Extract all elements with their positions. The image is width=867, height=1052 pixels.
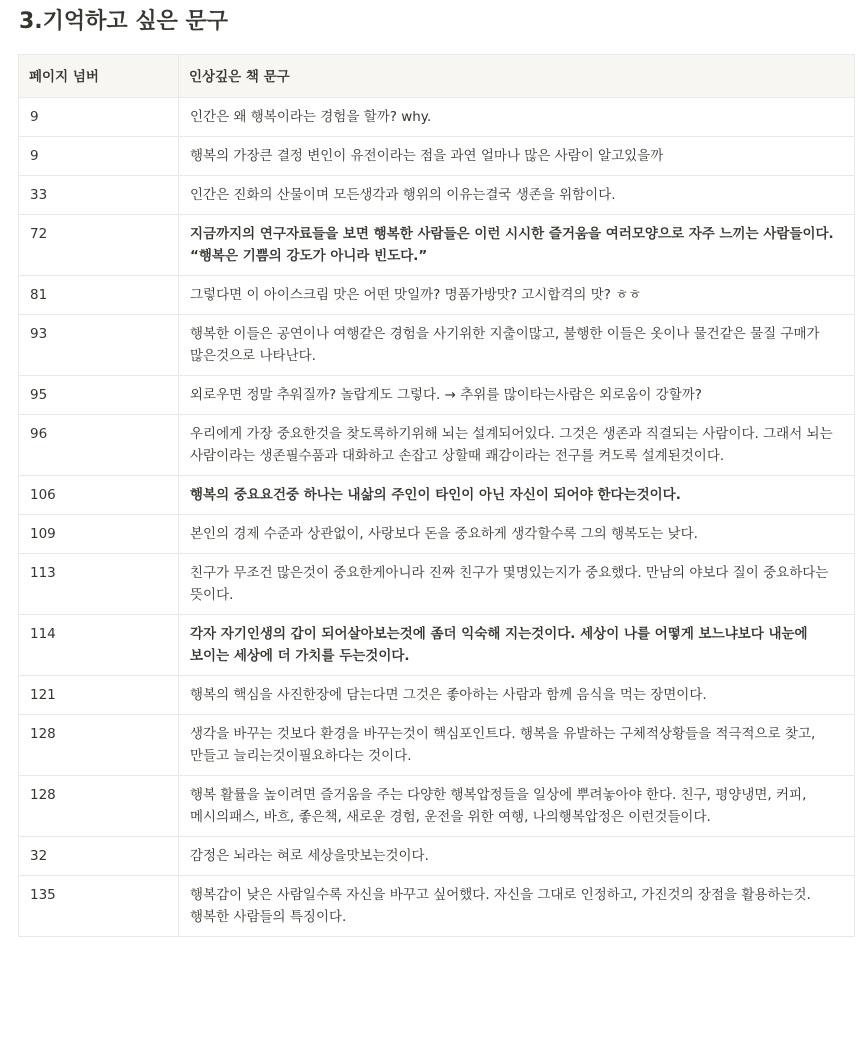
page-number-cell: 113 [19,554,179,615]
page-number-cell: 96 [19,415,179,476]
table-body [19,98,855,937]
table-row [19,315,855,376]
table-row [19,276,855,315]
page-number-cell: 95 [19,376,179,415]
table-row [19,837,855,876]
table-row [19,515,855,554]
quote-cell: 인간은 진화의 산물이며 모든생각과 행위의 이유는결국 생존을 위함이다. [179,176,855,215]
page-number-cell: 114 [19,615,179,676]
page-number-cell: 93 [19,315,179,376]
quote-cell: 친구가 무조건 많은것이 중요한게아니라 진짜 친구가 몇명있는지가 중요했다. 만남의 야보다 질이 중요하다는 뜻이다. [179,554,855,615]
page-number-cell: 33 [19,176,179,215]
table-row [19,98,855,137]
quote-cell: 본인의 경제 수준과 상관없이, 사랑보다 돈을 중요하게 생각할수록 그의 행복도는 낮다. [179,515,855,554]
page-number-cell: 9 [19,137,179,176]
quote-cell: 행복 활률을 높이려면 즐거움을 주는 다양한 행복압정들을 일상에 뿌려놓아야 한다. 친구, 평양냉면, 커피, 메시의패스, 바흐, 좋은책, 새로운 경험, 운전을 위한 여행, 나의행복압정은 이런것들이다. [179,776,855,837]
page-number-cell: 135 [19,876,179,937]
quote-cell: 각자 자기인생의 갑이 되어살아보는것에 좀더 익숙해 지는것이다. 세상이 나를 어떻게 보느냐보다 내눈에 보이는 세상에 더 가치를 두는것이다. [179,615,855,676]
page-number-cell: 32 [19,837,179,876]
quote-cell: 생각을 바꾸는 것보다 환경을 바꾸는것이 핵심포인트다. 행복을 유발하는 구체적상황들을 적극적으로 찾고, 만들고 늘리는것이필요하다는 것이다. [179,715,855,776]
quote-cell: 지금까지의 연구자료들을 보면 행복한 사람들은 이런 시시한 즐거움을 여러모양으로 자주 느끼는 사람들이다. “행복은 기쁨의 강도가 아니라 빈도다.” [179,215,855,276]
table-row [19,615,855,676]
table-row [19,776,855,837]
quote-cell: 행복의 핵심을 사진한장에 담는다면 그것은 좋아하는 사람과 함께 음식을 먹는 장면이다. [179,676,855,715]
section-heading: 3.기억하고 싶은 문구 [19,9,228,34]
table-row [19,137,855,176]
page-number-cell: 106 [19,476,179,515]
table-row [19,476,855,515]
page-number-cell: 121 [19,676,179,715]
page-number-cell: 128 [19,776,179,837]
page-number-cell: 72 [19,215,179,276]
quote-cell: 행복의 중요요건중 하나는 내삶의 주인이 타인이 아닌 자신이 되어야 한다는것이다. [179,476,855,515]
quotes-table [18,54,855,937]
table-row [19,876,855,937]
page-number-cell: 109 [19,515,179,554]
table-header-row [19,55,855,98]
page-number-cell: 9 [19,98,179,137]
page-number-cell: 81 [19,276,179,315]
quote-cell: 감정은 뇌라는 혀로 세상을맛보는것이다. [179,837,855,876]
quote-cell: 인간은 왜 행복이라는 경험을 할까? why. [179,98,855,137]
table-row [19,176,855,215]
table-row [19,554,855,615]
table-row [19,715,855,776]
table-row [19,415,855,476]
table-row [19,376,855,415]
table-row [19,215,855,276]
quote-cell: 행복감이 낮은 사람일수록 자신을 바꾸고 싶어했다. 자신을 그대로 인정하고, 가진것의 장점을 활용하는것. 행복한 사람들의 특징이다. [179,876,855,937]
table-row [19,676,855,715]
table-header [19,55,855,98]
quote-cell: 그렇다면 이 아이스크림 맛은 어떤 맛일까? 명품가방맛? 고시합격의 맛? ㅎㅎ [179,276,855,315]
quote-cell: 행복한 이들은 공연이나 여행같은 경험을 사기위한 지출이많고, 불행한 이들은 옷이나 물건같은 물질 구매가 많은것으로 나타난다. [179,315,855,376]
header-page-number: 페이지 넘버 [19,55,179,98]
page-number-cell: 128 [19,715,179,776]
header-quote: 인상깊은 책 문구 [179,55,855,98]
quote-cell: 외로우면 정말 추워질까? 놀랍게도 그렇다. → 추위를 많이타는사람은 외로움이 강할까? [179,376,855,415]
quote-cell: 행복의 가장큰 결정 변인이 유전이라는 점을 과연 얼마나 많은 사람이 알고있을까 [179,137,855,176]
quote-cell: 우리에게 가장 중요한것을 찾도록하기위해 뇌는 설계되어있다. 그것은 생존과 직결되는 사람이다. 그래서 뇌는 사람이라는 생존필수품과 대화하고 손잡고 상할때 쾌감이라는 전구를 켜도록 설계된것이다. [179,415,855,476]
